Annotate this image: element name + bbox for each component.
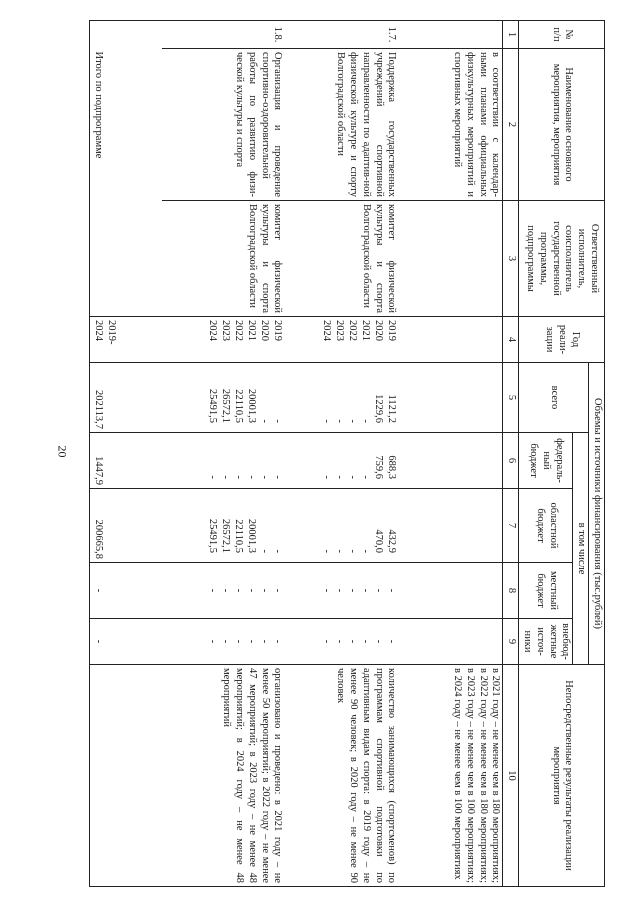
header-including: в том числе <box>573 433 589 665</box>
total-result <box>90 665 163 887</box>
federal-value: - <box>360 475 372 479</box>
table-row <box>284 21 398 887</box>
local-value: - <box>360 588 372 593</box>
local-value: - <box>272 588 284 593</box>
total-value: - <box>360 419 372 423</box>
col-number: 5 <box>503 363 519 433</box>
row-name: в соответствии с календар-ными планами официальных физкультурных мероприятий и спортивных мероприятий <box>398 49 503 201</box>
row-name: Поддержка государственных учреждений спортивной направленности по адаптив-ной физической культуре и спорту Волгоградской области <box>284 49 398 201</box>
regional-value: - <box>360 549 372 553</box>
local-value: - <box>373 588 385 593</box>
total-value: 20001,3 <box>246 388 258 423</box>
federal-value: - <box>259 475 271 479</box>
total-value: - <box>334 419 346 423</box>
extra-value: - <box>373 639 385 644</box>
row-years <box>398 317 503 363</box>
row-executor: комитет физической культуры и спорта Волгоградской области <box>162 201 284 317</box>
local-value: - <box>233 588 245 593</box>
row-regional <box>284 489 398 563</box>
header-num: № п/п <box>519 21 605 49</box>
row-federal <box>162 433 284 489</box>
local-value: - <box>321 588 333 593</box>
regional-value: 26572,1 <box>220 518 232 553</box>
page-number: 20 <box>55 445 70 458</box>
federal-value: 688,3 <box>386 455 398 479</box>
col-number: 4 <box>503 317 519 363</box>
header-total: всего <box>519 363 589 433</box>
row-local <box>284 563 398 619</box>
federal-value: - <box>334 475 346 479</box>
row-total <box>398 363 503 433</box>
federal-value: - <box>347 475 359 479</box>
regional-value: - <box>334 549 346 553</box>
row-years <box>162 317 284 363</box>
federal-value: - <box>246 475 258 479</box>
local-value: - <box>220 588 232 593</box>
row-local <box>398 563 503 619</box>
extra-value: - <box>321 639 333 644</box>
federal-value: - <box>233 475 245 479</box>
total-federal: 1447,9 <box>90 433 163 489</box>
row-regional <box>398 489 503 563</box>
regional-value: - <box>272 549 284 553</box>
col-number: 9 <box>503 619 519 665</box>
col-number: 8 <box>503 563 519 619</box>
year-value: 2021 <box>360 320 372 341</box>
year-value: 2019 <box>272 320 284 341</box>
extra-value: - <box>259 639 271 644</box>
column-number-row <box>503 21 519 887</box>
col-number: 10 <box>503 665 519 887</box>
year-value: 2020 <box>259 320 271 341</box>
year-value: 2022 <box>233 320 245 341</box>
program-table <box>89 20 605 887</box>
total-value: - <box>347 419 359 423</box>
regional-value: 22110,5 <box>233 519 245 553</box>
total-row-spacer <box>90 21 163 49</box>
col-number: 1 <box>503 21 519 49</box>
row-name: Организация и проведение спортивно-оздоровительной работы по развитию физи-ческой культуры и спорта <box>162 49 284 201</box>
total-value: - <box>321 419 333 423</box>
total-row <box>90 21 163 887</box>
regional-value: 470,0 <box>373 529 385 553</box>
year-value: 2023 <box>334 320 346 341</box>
total-value: - <box>259 419 271 423</box>
row-local <box>162 563 284 619</box>
total-value: 26572,1 <box>220 388 232 423</box>
year-value: 2019 <box>386 320 398 341</box>
total-regional: 200665,8 <box>90 489 163 563</box>
row-extra <box>162 619 284 665</box>
table-row <box>162 21 284 887</box>
col-number: 3 <box>503 201 519 317</box>
row-total <box>162 363 284 433</box>
row-num <box>398 21 503 49</box>
federal-value: - <box>207 475 219 479</box>
row-extra <box>398 619 503 665</box>
header-extra: внебюд-жетные источ-ники <box>519 619 573 665</box>
year-value: 2024 <box>321 320 333 341</box>
extra-value: - <box>334 639 346 644</box>
federal-value: - <box>272 475 284 479</box>
row-federal <box>284 433 398 489</box>
year-value: 2023 <box>220 320 232 341</box>
year-value: 2024 <box>207 320 219 341</box>
local-value: - <box>386 588 398 593</box>
header-funding: Объемы и источники финансирования (тыс.рублей) <box>589 363 605 665</box>
extra-value: - <box>220 639 232 644</box>
extra-value: - <box>360 639 372 644</box>
regional-value: - <box>321 549 333 553</box>
federal-value: 759,6 <box>373 455 385 479</box>
extra-value: - <box>233 639 245 644</box>
col-number: 6 <box>503 433 519 489</box>
federal-value: - <box>321 475 333 479</box>
total-value: 25491,5 <box>207 388 219 423</box>
extra-value: - <box>272 639 284 644</box>
row-num: 1.8. <box>162 21 284 49</box>
year-value: 2021 <box>246 320 258 341</box>
header-regional: областной бюджет <box>519 489 573 563</box>
extra-value: - <box>246 639 258 644</box>
header-executor: Ответственный исполнитель, соисполнитель государственной программы, подпрограммы <box>519 201 605 317</box>
row-executor: комитет физической культуры и спорта Волгоградской области <box>284 201 398 317</box>
total-label: Итого по подпрограмме <box>90 49 163 317</box>
row-num: 1.7. <box>284 21 398 49</box>
row-result: в 2021 году – не менее чем в 180 мероприятиях; в 2022 году – не менее чем в 180 мероприятиях; в 2023 году – не менее чем в 100 мероприятиях; в 2024 году – не менее чем в 100 мероприятиях <box>398 665 503 887</box>
local-value: - <box>259 588 271 593</box>
col-number: 2 <box>503 49 519 201</box>
row-years <box>284 317 398 363</box>
total-sum: 202113,7 <box>90 363 163 433</box>
total-value: - <box>272 419 284 423</box>
row-extra <box>284 619 398 665</box>
regional-value: 25491,5 <box>207 518 219 553</box>
total-value: 1229,6 <box>373 394 385 423</box>
row-result: количество занимающихся (спортсменов) по программам спортивной подготовки по адаптивным видам спорта: в 2019 году – не менее 90 человек; в 2020 году – не менее 90 человек <box>284 665 398 887</box>
header-year: Год реали-зации <box>519 317 605 363</box>
header-local: местный бюджет <box>519 563 573 619</box>
local-value: - <box>334 588 346 593</box>
federal-value: - <box>220 475 232 479</box>
header-federal: федераль-ный бюджет <box>519 433 573 489</box>
local-value: - <box>246 588 258 593</box>
table-row <box>398 21 503 887</box>
row-federal <box>398 433 503 489</box>
total-value: 1121,2 <box>386 394 398 423</box>
row-executor <box>398 201 503 317</box>
extra-value: - <box>207 639 219 644</box>
year-value: 2020 <box>373 320 385 341</box>
header-name: Наименование основного мероприятия, мероприятия <box>519 49 605 201</box>
year-value: 2022 <box>347 320 359 341</box>
col-number: 7 <box>503 489 519 563</box>
regional-value: - <box>259 549 271 553</box>
extra-value: - <box>347 639 359 644</box>
total-local: - <box>90 563 163 619</box>
local-value: - <box>207 588 219 593</box>
row-result: организовано и проведено: в 2021 году – не менее 50 мероприятий; в 2022 году – не менее 47 мероприятий; в 2023 году – не менее 48 мероприятий; в 2024 году – не менее 48 мероприятий <box>162 665 284 887</box>
header-result: Непосредственные результаты реализации мероприятия <box>519 665 605 887</box>
regional-value: 20001,3 <box>246 518 258 553</box>
total-extra: - <box>90 619 163 665</box>
regional-value: 432,9 <box>386 529 398 553</box>
table-frame <box>85 20 605 886</box>
local-value: - <box>347 588 359 593</box>
total-value: 22110,5 <box>233 389 245 423</box>
regional-value: - <box>347 549 359 553</box>
row-regional <box>162 489 284 563</box>
extra-value: - <box>386 639 398 644</box>
total-years: 2019-2024 <box>90 317 163 363</box>
row-total <box>284 363 398 433</box>
